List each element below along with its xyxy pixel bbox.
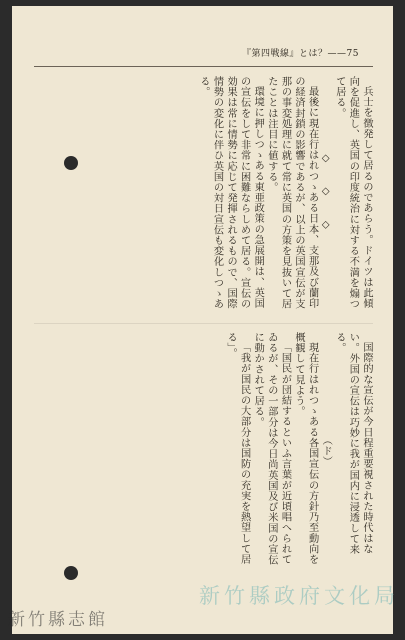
running-header: 『第四戦線』とは？——75 xyxy=(242,49,359,59)
header-rule xyxy=(34,66,373,67)
paragraph: 環境に押しつゝある東亜政策の急展開は、英国の宣伝をして非常に困難ならしめて居る。宣伝の効果は常に情勢に応じて発揮されるもので、国際情勢の変化に伴ひ英国の対日宣伝も変化しつゝある。 xyxy=(197,76,264,310)
document-page xyxy=(12,6,393,634)
paragraph: 現在行はれつゝある各国宣伝の方針乃至動向を概観して見よう。 xyxy=(293,332,318,565)
paragraph: 最後に現在行はれつゝある日本、支那及び蘭印の経済封鎖の影響であるが、以上の英国宣伝が支那の事変処理に就て常に英国の方策を見抜いて居たことは注目に値する。 xyxy=(265,76,318,310)
section-mark: （ド） xyxy=(320,435,332,467)
paragraph: 「我が国民の大部分は国防の充実を熱望して居る」。 xyxy=(225,332,250,565)
paragraph: 兵士を徴発して居るのであらう。ドイツは此傾向を促進し、英国の印度統治に対する不満を煽つて居る。 xyxy=(333,76,372,310)
archive-stamp: 新竹縣志館 xyxy=(8,610,108,630)
section-divider: ◇ ◇ ◇ xyxy=(320,153,332,237)
paragraph: 「国民が団結するといふ言葉が近頃唱へられてゐるが、その一部分は今日尚英国及び米国の宣伝に動かされて居る。 xyxy=(252,332,291,566)
body-text xyxy=(34,76,373,570)
watermark-logo: 新竹縣政府文化局 xyxy=(199,584,399,608)
paragraph: 国際的な宣伝が今日程重要視された時代はない。外国の宣伝は巧妙に我が国内に浸透して来る。 xyxy=(333,332,372,555)
